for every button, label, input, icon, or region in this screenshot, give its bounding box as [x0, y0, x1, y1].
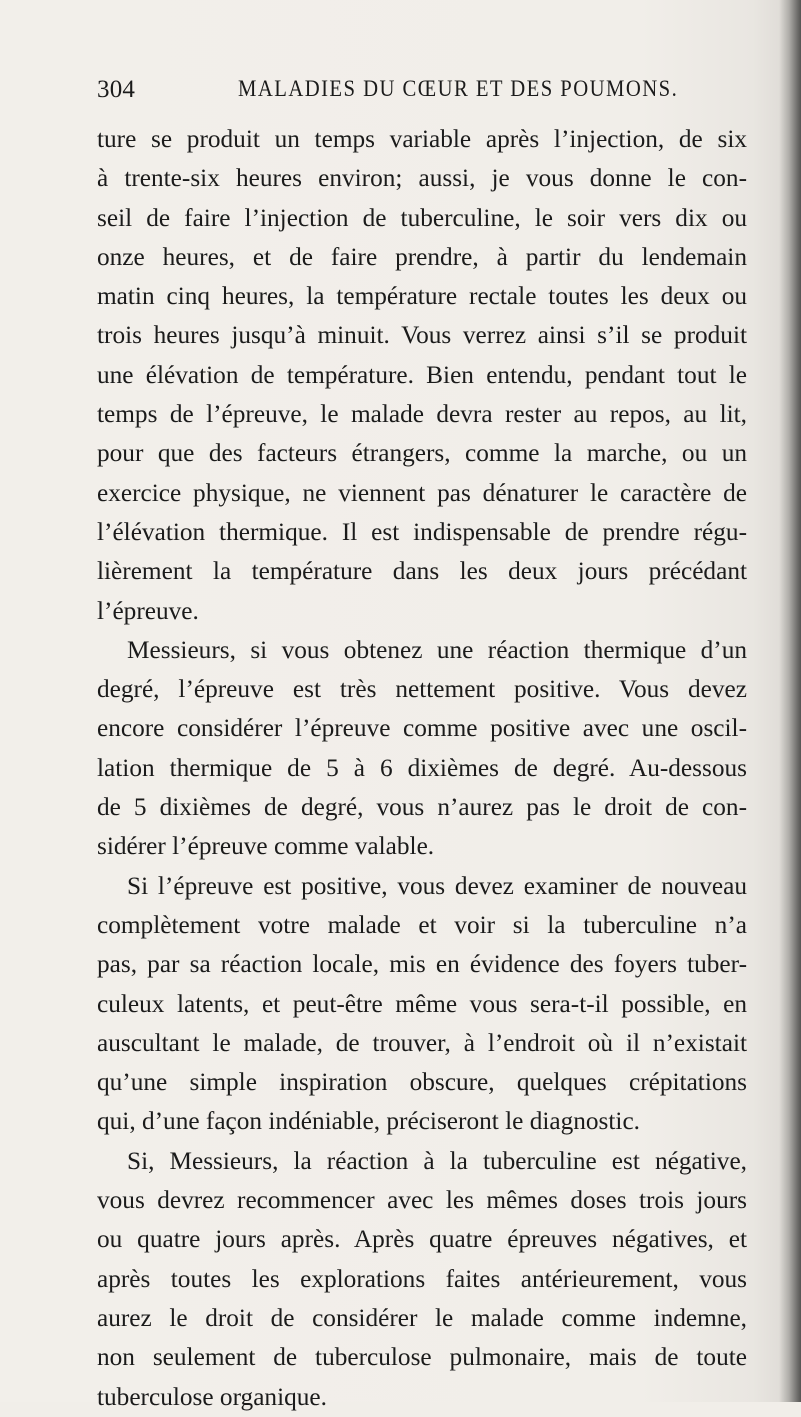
text-line: sidérer l’épreuve comme valable.: [97, 832, 435, 861]
text-line: Si, Messieurs, la réaction à la tuberculine est négative,: [127, 1146, 747, 1175]
text-line: matin cinq heures, la température rectale toutes les deux ou: [97, 282, 747, 311]
page-header: [97, 76, 743, 110]
text-line: temps de l’épreuve, le malade devra rester au repos, au lit,: [97, 400, 747, 429]
text-line: culeux latents, et peut-être même vous sera-t-il possible, en: [97, 989, 747, 1018]
page-number: 304: [97, 76, 136, 103]
text-line: pour que des facteurs étrangers, comme la marche, ou un: [97, 439, 747, 468]
text-line: exercice physique, ne viennent pas dénaturer le caractère de: [97, 478, 747, 507]
text-line: pas, par sa réaction locale, mis en évidence des foyers tuber-: [97, 950, 747, 979]
text-line: onze heures, et de faire prendre, à partir du lendemain: [97, 242, 747, 271]
text-line: l’élévation thermique. Il est indispensable de prendre régu-: [97, 517, 747, 546]
text-line: de 5 dixièmes de degré, vous n’aurez pas le droit de con-: [97, 793, 747, 822]
text-line: complètement votre malade et voir si la tuberculine n’a: [97, 910, 747, 939]
text-line: ture se produit un temps variable après l’injection, de six: [97, 125, 747, 153]
text-line: qu’une simple inspiration obscure, quelques crépitations: [97, 1068, 747, 1097]
text-line: qui, d’une façon indéniable, préciseront le diagnostic.: [97, 1107, 640, 1136]
text-line: l’épreuve.: [97, 596, 199, 625]
text-line: seil de faire l’injection de tuberculine, le soir vers dix ou: [97, 203, 747, 232]
text-line: Messieurs, si vous obtenez une réaction thermique d’un: [127, 635, 747, 664]
running-title: MALADIES DU CŒUR ET DES POUMONS.: [238, 76, 679, 101]
text-line: une élévation de température. Bien entendu, pendant tout le: [97, 360, 747, 389]
text-line: aurez le droit de considérer le malade comme indemne,: [97, 1303, 747, 1332]
text-line: à trente-six heures environ; aussi, je vous donne le con-: [97, 164, 747, 193]
text-line: lièrement la température dans les deux jours précédant: [97, 557, 747, 586]
text-line: vous devrez recommencer avec les mêmes doses trois jours: [97, 1186, 747, 1215]
body-text: [97, 120, 747, 1417]
text-line: après toutes les explorations faites antérieurement, vous: [97, 1264, 747, 1293]
text-line: ou quatre jours après. Après quatre épreuves négatives, et: [97, 1225, 747, 1254]
text-line: lation thermique de 5 à 6 dixièmes de degré. Au-dessous: [97, 753, 747, 782]
text-line: trois heures jusqu’à minuit. Vous verrez ainsi s’il se produit: [97, 321, 747, 350]
text-line: non seulement de tuberculose pulmonaire, mais de toute: [97, 1343, 747, 1372]
text-line: Si l’épreuve est positive, vous devez examiner de nouveau: [127, 871, 747, 900]
text-line: degré, l’épreuve est très nettement positive. Vous devez: [97, 675, 747, 704]
text-line: tuberculose organique.: [97, 1382, 327, 1411]
text-line: encore considérer l’épreuve comme positive avec une oscil-: [97, 714, 747, 743]
text-line: auscultant le malade, de trouver, à l’endroit où il n’existait: [97, 1028, 747, 1057]
page-edge-shadow: [779, 0, 801, 1402]
